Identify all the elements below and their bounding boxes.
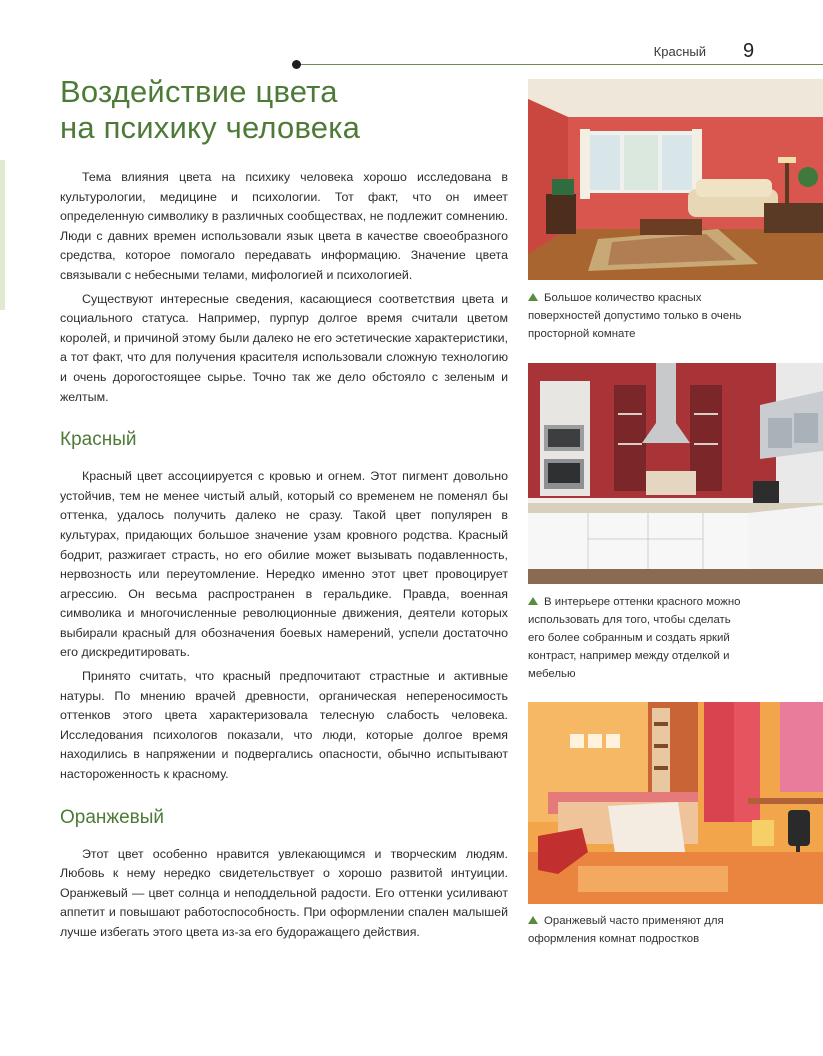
intro-paragraph: Тема влияния цвета на психику человека хорошо исследована в культурологии, медицине и психологии. Тот факт, что он имеет определенную символику в различных сообществах, не подлежит сомнению. Люди с давних времен использовали язык цвета в качестве своеобразного средства, которое помогало передавать информацию. Значение цвета связывали с небесными телами, мифологией и психологией. (60, 170, 508, 282)
red-paragraph: Красный цвет ассоциируется с кровью и огнем. Этот пигмент довольно устойчив, тем не менее чистый алый, который со временем не поменял бы оттенка, удалось получить далеко не сразу. Такой цвет популярен в культурах, придающих большое значение узам кровного родства. Красный бодрит, разжигает страсть, но его обилие может вызывать подавленность, нервозность или переутомление. Нередко именно этот цвет провоцирует агрессию. Он весьма распространен в геральдике. Правда, военная символика и многочисленные революционные движения, деятели которых выбирали красный для обозначения боевых намерений, успели достаточно его дискредитировать. (60, 469, 508, 660)
orange-paragraph: Этот цвет особенно нравится увлекающимся и творческим людям. Любовь к нему нередко свидетельствует о хорошо развитой интуиции. Оранжевый — цвет солнца и неподдельной радости. Его оттенки усиливают аппетит и повышают работоспособность. При оформлении спален малышей лучше избегать этого цвета из-за его будоражащего действия. (60, 846, 508, 939)
article-column (60, 74, 508, 943)
triangle-marker-icon (528, 916, 538, 924)
page-number: 9 (743, 40, 755, 62)
caption-text: Оранжевый часто применяют для оформления комнат подростков (528, 915, 724, 945)
caption-photo-1 (528, 289, 743, 343)
header-rule (296, 64, 823, 65)
triangle-marker-icon (528, 293, 538, 301)
caption-photo-2 (528, 593, 743, 683)
intro-paragraph: Существуют интересные сведения, касающиеся соответствия цвета и социального статуса. Например, пурпур долгое время считали цветом королей, и причиной этому были далеко не его эстетические характеристики, а тот факт, что для получения красителя использовали сложную технологию и очень дорогостоящее сырье. Точно так же дело обстояло с зеленым и желтым. (60, 291, 508, 404)
photo-red-kitchen (528, 363, 823, 584)
page-edge-accent (0, 160, 5, 310)
article-title-line1: Воздействие цвета (60, 74, 338, 109)
photo-red-living-room (528, 79, 823, 280)
photo-orange-bedroom (528, 702, 823, 904)
section-orange (60, 807, 508, 943)
header-rule-dot (292, 60, 301, 69)
section-heading-orange: Оранжевый (60, 806, 165, 828)
article-title-line2: на психику человека (60, 110, 361, 145)
section-red (60, 429, 508, 785)
caption-photo-3 (528, 912, 768, 948)
caption-text: В интерьере оттенки красного можно использовать для того, чтобы сделать его более собранным и создать яркий контраст, например между отделкой и мебелью (528, 596, 741, 680)
running-head: Красный (653, 44, 706, 59)
red-paragraph: Принято считать, что красный предпочитают страстные и активные натуры. По мнению врачей древности, органическая непереносимость оттенков этого цвета характеризовала телесную слабость человека. Исследования психологов показали, что люди, которые долгое время находились в напряжении и подвергались опасности, обычно испытывают настороженность к красному. (60, 669, 508, 782)
caption-text: Большое количество красных поверхностей допустимо только в очень просторной комнате (528, 292, 742, 340)
section-heading-red: Красный (60, 429, 137, 451)
article-title (60, 74, 508, 146)
triangle-marker-icon (528, 597, 538, 605)
